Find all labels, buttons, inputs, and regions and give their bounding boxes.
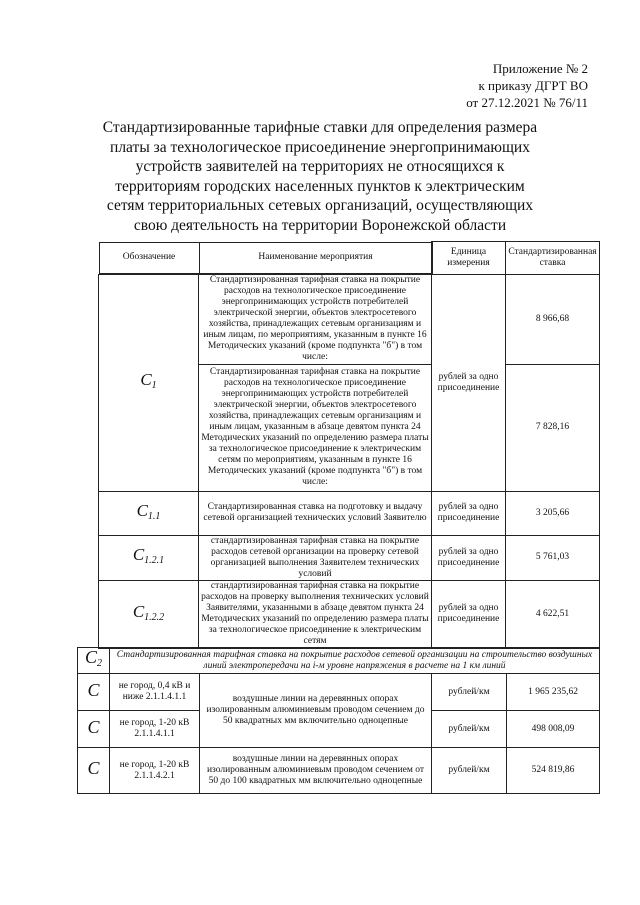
line-3-desc: воздушные линии на деревянных опорах изолированным алюминиевым проводом сечением от 50 до 100 квадратных мм включительно одноцепные — [200, 748, 432, 794]
tariff-table — [98, 241, 600, 649]
line-3-symbol-text: C — [87, 758, 100, 778]
c1-unit: рублей за одно присоединение — [432, 274, 506, 491]
c122-rate: 4 622,51 — [506, 580, 600, 648]
c1-subscript: 1 — [151, 379, 157, 391]
line-3-note: не город, 1-20 кВ 2.1.1.4.2.1 — [110, 748, 200, 794]
header-rate: Стандартизированная ставка — [506, 242, 600, 275]
c122-subscript: 1.2.2 — [144, 611, 165, 623]
c121-subscript: 1.2.1 — [144, 554, 165, 566]
line-1-rate: 1 965 235,62 — [507, 674, 600, 711]
c11-unit: рублей за одно присоединение — [432, 491, 506, 535]
table-row — [99, 491, 600, 535]
c122-unit: рублей за одно присоединение — [432, 580, 506, 648]
c11-desc: Стандартизированная ставка на подготовку и выдачу сетевой организацией технических условий Заявителю — [199, 491, 432, 535]
line-1-unit: рублей/км — [432, 674, 507, 711]
table-row — [99, 580, 600, 648]
c2-subscript: 2 — [97, 657, 102, 669]
c1-rate-1: 8 966,68 — [506, 274, 600, 364]
tariff-table-lines — [77, 647, 600, 794]
header-unit: Единица измерения — [432, 242, 506, 275]
c2-desc: Стандартизированная тарифная ставка на покрытие расходов сетевой организации на строительство воздушных линий электропередачи на i-м уровне напряжения в расчете на 1 км линий — [110, 648, 600, 674]
c11-rate: 3 205,66 — [506, 491, 600, 535]
c122-desc: стандартизированная тарифная ставка на покрытие расходов на проверку выполнения технических условий Заявителями, указанными в абзаце девятом пункта 24 Методических указаний по определению размера платы за технологическое присоединение к электрическим сетям — [199, 580, 432, 648]
c11-symbol-cell — [99, 491, 199, 535]
c121-symbol-cell — [99, 535, 199, 580]
c121-symbol: C — [132, 545, 145, 565]
c122-symbol: C — [132, 601, 145, 621]
line-1-desc: воздушные линии на деревянных опорах изолированным алюминиевым проводом сечением до 50 квадратных мм включительно одноцепные — [200, 674, 432, 748]
line-2-unit: рублей/км — [432, 711, 507, 748]
c1-symbol: C — [140, 370, 152, 390]
c11-symbol: C — [136, 500, 148, 520]
c1-symbol-cell — [99, 274, 199, 491]
table-header-row — [99, 242, 600, 275]
line-2-note: не город, 1-20 кВ 2.1.1.4.1.1 — [110, 711, 200, 748]
line-3-unit: рублей/км — [432, 748, 507, 794]
line-1-symbol-text: C — [87, 679, 100, 700]
c2-symbol: C — [84, 647, 97, 668]
line-2-rate: 498 008,09 — [507, 711, 600, 748]
c1-desc-1: Стандартизированная тарифная ставка на покрытие расходов на технологическое присоединение энергопринимающих устройств потребителей электрической энергии, объектов электросетевого хозяйства, принадлежащих сетевым организациям и иным лицам, по мероприятиям, указанным в пункте 16 Методических указаний (кроме подпункта "б") в том числе: — [199, 274, 432, 364]
c121-desc: стандартизированная тарифная ставка на покрытие расходов сетевой организации на проверку сетевой организацией выполнения Заявителем технических условий — [199, 535, 432, 580]
appendix-line-1: Приложение № 2 — [492, 61, 588, 76]
header-name: Наименование мероприятия — [199, 242, 432, 273]
table-row — [78, 648, 600, 674]
header-designation: Обозначение — [99, 242, 199, 273]
c121-unit: рублей за одно присоединение — [432, 535, 506, 580]
table-row — [99, 535, 600, 580]
appendix-line-3: от 27.12.2021 № 76/11 — [466, 95, 588, 110]
table-row — [99, 274, 600, 364]
appendix-block — [466, 60, 588, 111]
table-row — [78, 674, 600, 711]
c2-symbol-cell — [78, 648, 110, 674]
c121-rate: 5 761,03 — [506, 535, 600, 580]
line-3-symbol — [78, 748, 110, 794]
c122-symbol-cell — [99, 580, 199, 648]
table-row — [78, 748, 600, 794]
document-title: Стандартизированные тарифные ставки для определения размера платы за технологическое присоединение энергопринимающих устройств заявителей на территориях не относящихся к территориям городских населенных пунктов к электрическим сетям территориальных сетевых организаций, осуществляющих свою деятельность на территории Воронежской области — [102, 119, 538, 234]
c11-subscript: 1.1 — [147, 510, 161, 522]
line-2-symbol-text: C — [87, 716, 100, 737]
c1-desc-2: Стандартизированная тарифная ставка на покрытие расходов на технологическое присоединение энергопринимающих устройств потребителей электрической энергии, объектов электросетевого хозяйства, принадлежащих сетевым организациям и иным лицам, указанным в абзаце девятом пункта 24 Методических указаний по определению размера платы за технологическое присоединение к электрическим сетям по мероприятиям, указанным в пункте 16 Методических указаний (кроме подпункта "б") в том числе: — [199, 364, 432, 491]
line-3-rate: 524 819,86 — [507, 748, 600, 794]
line-1-symbol — [78, 674, 110, 711]
line-1-note: не город, 0,4 кВ и ниже 2.1.1.4.1.1 — [110, 674, 200, 711]
appendix-line-2: к приказу ДГРТ ВО — [478, 78, 588, 93]
line-2-symbol — [78, 711, 110, 748]
c1-rate-2: 7 828,16 — [506, 364, 600, 491]
